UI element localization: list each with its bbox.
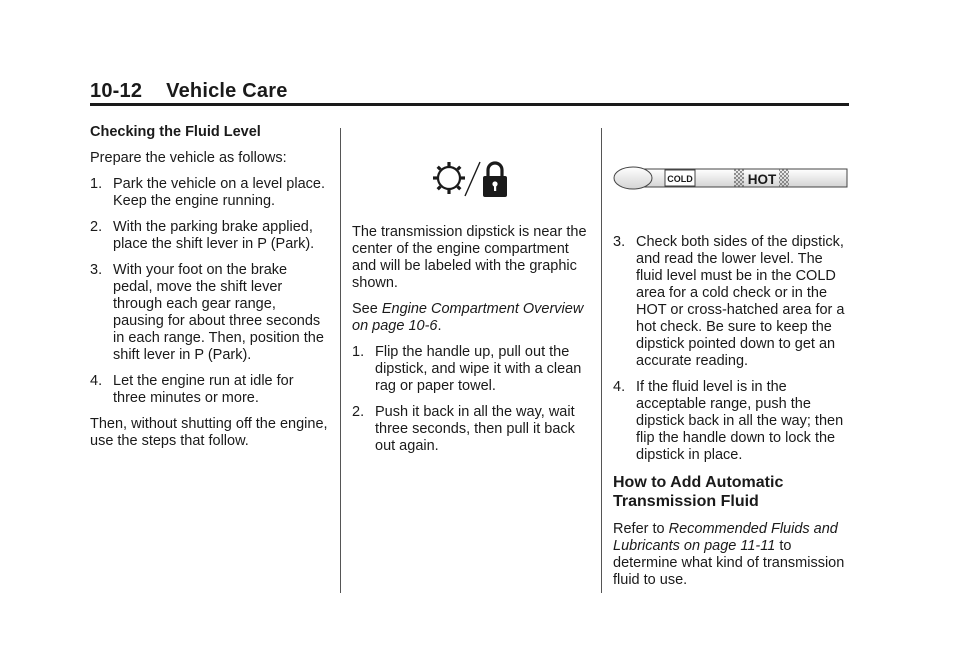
list-item: 4. If the fluid level is in the acceptable range, push the dipstick back in all the way; then flip the handle down to lock the dipstick in place. [613,379,844,463]
dipstick-illustration [613,124,853,234]
header-rule [90,103,849,106]
prep-steps-list [90,176,330,407]
page-header [90,80,288,103]
list-item: 2. Push it back in all the way, wait three seconds, then pull it back out again. [352,404,575,454]
page-number: 10-12 [90,80,143,102]
column-right [613,124,853,598]
list-item: 3. Check both sides of the dipstick, and read the lower level. The fluid level must be in the COLD area for a cold check or in the HOT or cross-hatched area for a hot check. Be sure to keep the dipstick pointed down to get an accurate reading. [613,234,845,369]
column-middle [352,124,592,464]
section-title: Vehicle Care [166,80,288,102]
lock-icon [483,163,507,197]
divider-slash [465,162,480,196]
section-heading: Checking the Fluid Level [90,124,261,140]
column-divider-left [340,128,341,593]
hot-label: HOT [747,172,777,187]
cold-label: COLD [667,174,693,184]
check-steps-list [613,234,853,464]
list-item: 2. With the parking brake applied, place the shift lever in P (Park). [90,219,315,252]
intro-text: Prepare the vehicle as follows: [90,150,287,166]
cross-reference-link[interactable]: Recommended Fluids and Lubricants on page 11-11 [613,521,838,554]
subsection-heading: How to Add Automatic Transmission Fluid [613,474,784,510]
dipstick-steps-list [352,344,592,455]
list-item: 3. With your foot on the brake pedal, move the shift lever through each gear range, pausing for about three seconds in each range. Then, position the shift lever in P (Park). [90,262,324,363]
list-item: 1. Park the vehicle on a level place. Keep the engine running. [90,176,325,209]
dipstick-tip [614,167,652,189]
dipstick-location-text: The transmission dipstick is near the center of the engine compartment and will be labeled with the graphic shown. [352,224,587,291]
dipstick-svg [613,124,853,234]
see-reference: See Engine Compartment Overview on page 10-6. [352,301,584,334]
refer-paragraph: Refer to Recommended Fluids and Lubricants on page 11-11 to determine what kind of transmission fluid to use. [613,521,845,588]
hot-hatch-left [734,169,744,187]
list-item: 1. Flip the handle up, pull out the dipstick, and wipe it with a clean rag or paper towel. [352,344,582,394]
column-divider-right [601,128,602,593]
list-item: 4. Let the engine run at idle for three minutes or more. [90,373,294,406]
hot-hatch-right [779,169,789,187]
dipstick-label-graphic [352,124,592,224]
column-left [90,124,330,459]
dipstick-symbol-svg [352,124,592,224]
outro-text: Then, without shutting off the engine, use the steps that follow. [90,416,328,449]
transmission-gear-icon [433,162,465,194]
cross-reference-link[interactable]: Engine Compartment Overview on page 10-6 [352,301,584,334]
